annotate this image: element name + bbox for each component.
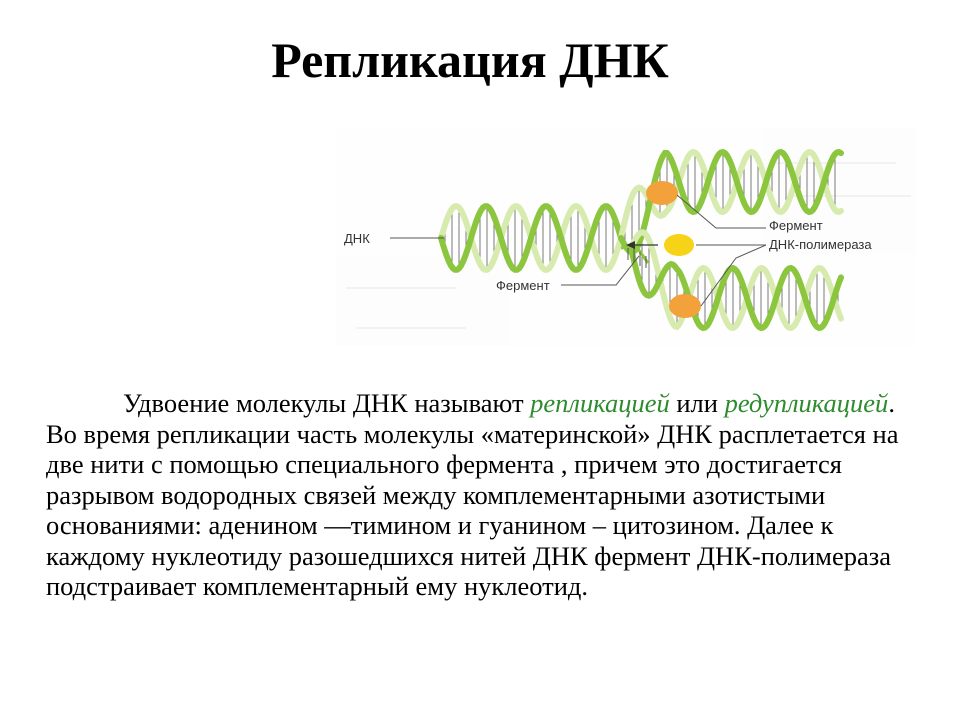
term-reduplication: редупликацией bbox=[724, 388, 889, 418]
paragraph-part2: или bbox=[669, 388, 725, 418]
dna-replication-illustration bbox=[336, 128, 916, 346]
enzyme-label-right-line1: Фермент bbox=[769, 218, 823, 233]
paragraph-part1: Удвоение молекулы ДНК называют bbox=[123, 388, 531, 418]
enzyme-polymerase-circle bbox=[664, 234, 694, 256]
enzyme-label-right-line2: ДНК-полимераза bbox=[769, 237, 872, 252]
slide-title: Репликация ДНК bbox=[271, 32, 669, 88]
body-paragraph bbox=[46, 388, 916, 602]
enzyme-label-left: Фермент bbox=[496, 278, 550, 293]
enzyme-top-circle bbox=[646, 181, 678, 205]
enzyme-bottom-circle bbox=[669, 294, 701, 318]
dna-replication-figure bbox=[336, 128, 916, 346]
paragraph-part3: . Во время репликации часть молекулы «материнской» ДНК расплетается на две нити с помощью специального фермента , причем это достигается разрывом водородных связей между комплементарными азотистыми основаниями: аденином —тимином и гуанином – цитозином. Далее к каждому нуклеотиду разошедшихся нитей ДНК фермент ДНК-полимераза подстраивает комплементарный ему нуклеотид. bbox=[46, 388, 899, 601]
term-replication: репликацией bbox=[530, 388, 670, 418]
dna-label: ДНК bbox=[344, 231, 370, 246]
